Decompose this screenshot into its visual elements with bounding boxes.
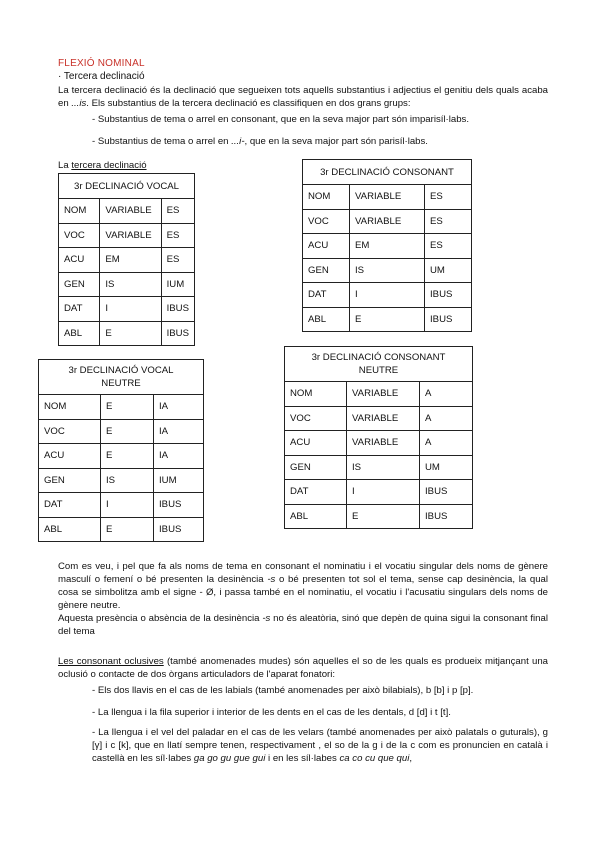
table-row	[59, 272, 195, 297]
table-row	[59, 297, 195, 322]
table-title: 3r DECLINACIÓ CONSONANT NEUTRE	[285, 347, 473, 382]
table-row	[303, 209, 472, 234]
table-row	[59, 248, 195, 273]
table-row	[39, 517, 204, 542]
section-label: La tercera declinació	[58, 160, 147, 171]
table-cell: E	[101, 444, 154, 469]
table-row	[39, 395, 204, 420]
table-title: 3r DECLINACIÓ VOCAL	[59, 174, 195, 199]
intro-bullet-1: - Substantius de tema o arrel en consonant, que en la seva major part són imparisíl·labs.	[92, 114, 470, 125]
body-bullet-velars: - La llengua i el vel del paladar en el cas de les velars (també anomenades per això palatals o guturals), g [γ] i c [k], que en llatí sempre tenen, respectivament , el so de la g i de la c com es pronuncien en català i castellà en les síl·labes ga go gu gue gui i en les síl·labes ca co cu que qui,	[92, 727, 548, 764]
intro-bullet-2: - Substantius de tema o arrel en ...i-, que en la seva major part són parisíl·labs.	[92, 136, 428, 147]
table-consonant-neutre	[284, 346, 473, 529]
table-cell: VARIABLE	[350, 209, 425, 234]
table-cell: I	[350, 283, 425, 308]
table-row	[303, 283, 472, 308]
table-cell: ACU	[39, 444, 101, 469]
table-row	[285, 455, 473, 480]
table-cell: VARIABLE	[100, 199, 161, 224]
table-row	[39, 493, 204, 518]
table-cell: ABL	[59, 321, 100, 346]
table-cell: VOC	[39, 419, 101, 444]
table-cell: EM	[100, 248, 161, 273]
table-row	[59, 199, 195, 224]
table-row	[59, 223, 195, 248]
body-bullet-labials: - Els dos llavis en el cas de les labials (també anomenades per això bilabials), b [b] i p [p].	[92, 685, 474, 696]
table-cell: IBUS	[420, 504, 473, 529]
intro-paragraph: La tercera declinació és la declinació que segueixen tots aquells substantius i adjectius el genitiu dels quals acaba en ...is. Els substantius de la tercera declinació es classifiquen en dos grans grups:	[58, 85, 548, 109]
table-cell: IBUS	[161, 321, 194, 346]
table-cell: E	[350, 307, 425, 332]
body-bullet-dentals: - La llengua i la fila superior i interior de les dents en el cas de les dentals, d [d] i t [t].	[92, 707, 451, 718]
table-cell: IS	[101, 468, 154, 493]
table-cell: E	[101, 395, 154, 420]
table-cell: DAT	[59, 297, 100, 322]
table-cell: IUM	[154, 468, 204, 493]
table-cell: DAT	[39, 493, 101, 518]
table-cell: NOM	[285, 382, 347, 407]
table-cell: NOM	[59, 199, 100, 224]
table-cell: I	[100, 297, 161, 322]
table-row	[285, 504, 473, 529]
table-cell: VARIABLE	[347, 382, 420, 407]
table-cell: ACU	[303, 234, 350, 259]
table-row	[285, 480, 473, 505]
table-cell: IBUS	[420, 480, 473, 505]
table-cell: ES	[161, 223, 194, 248]
section-subtitle: · Tercera declinació	[58, 71, 145, 82]
table-vocal	[58, 173, 195, 346]
table-row	[59, 321, 195, 346]
table-row	[39, 419, 204, 444]
table-cell: ABL	[303, 307, 350, 332]
table-title: 3r DECLINACIÓ CONSONANT	[303, 160, 472, 185]
table-cell: NOM	[303, 185, 350, 210]
table-cell: IUM	[161, 272, 194, 297]
table-cell: E	[347, 504, 420, 529]
table-cell: VARIABLE	[100, 223, 161, 248]
table-cell: IBUS	[161, 297, 194, 322]
table-cell: ES	[161, 199, 194, 224]
table-cell: DAT	[285, 480, 347, 505]
table-cell: ES	[425, 209, 472, 234]
table-cell: E	[101, 419, 154, 444]
table-cell: A	[420, 431, 473, 456]
table-cell: VOC	[285, 406, 347, 431]
table-cell: IBUS	[154, 493, 204, 518]
table-cell: ABL	[39, 517, 101, 542]
table-cell: ES	[425, 234, 472, 259]
table-cell: VARIABLE	[347, 431, 420, 456]
table-cell: IS	[347, 455, 420, 480]
table-cell: GEN	[59, 272, 100, 297]
table-cell: VOC	[59, 223, 100, 248]
table-cell: IS	[350, 258, 425, 283]
table-cell: VOC	[303, 209, 350, 234]
table-cell: ACU	[285, 431, 347, 456]
table-cell: A	[420, 406, 473, 431]
table-row	[303, 258, 472, 283]
table-cell: EM	[350, 234, 425, 259]
table-cell: IA	[154, 444, 204, 469]
body-paragraph-3: Les consonant oclusives (també anomenades mudes) són aquelles el so de les quals es produeix mitjançant una oclusió o contacte de dos òrgans articuladors de l'aparat fonatori:	[58, 656, 548, 680]
table-cell: GEN	[285, 455, 347, 480]
table-cell: E	[100, 321, 161, 346]
table-cell: VARIABLE	[347, 406, 420, 431]
table-cell: IBUS	[425, 307, 472, 332]
table-row	[303, 234, 472, 259]
table-cell: NOM	[39, 395, 101, 420]
table-row	[39, 468, 204, 493]
table-vocal-neutre	[38, 359, 204, 542]
table-row	[285, 406, 473, 431]
table-cell: I	[347, 480, 420, 505]
table-cell: E	[101, 517, 154, 542]
table-cell: ES	[161, 248, 194, 273]
table-row	[303, 185, 472, 210]
table-title: 3r DECLINACIÓ VOCAL NEUTRE	[39, 360, 204, 395]
table-cell: I	[101, 493, 154, 518]
table-cell: ACU	[59, 248, 100, 273]
table-cell: ES	[425, 185, 472, 210]
table-cell: UM	[420, 455, 473, 480]
body-paragraph-1: Com es veu, i pel que fa als noms de tema en consonant el nominatiu i el vocatiu singular dels noms de gènere masculí o femení o bé presenten la desinència -s o bé presenten tot sol el tema, sense cap desinència, la qual cosa se simbolitza amb el signe - Ø, i passa també en el nominatiu, el vocatiu i l'acusatiu singulars dels noms de gènere neutre.	[58, 561, 548, 611]
table-cell: DAT	[303, 283, 350, 308]
table-row	[285, 431, 473, 456]
table-cell: IBUS	[425, 283, 472, 308]
page-title: FLEXIÓ NOMINAL	[58, 58, 145, 69]
table-cell: IA	[154, 395, 204, 420]
table-cell: GEN	[39, 468, 101, 493]
table-cell: UM	[425, 258, 472, 283]
table-consonant	[302, 159, 472, 332]
table-row	[303, 307, 472, 332]
table-cell: A	[420, 382, 473, 407]
table-cell: VARIABLE	[350, 185, 425, 210]
table-row	[39, 444, 204, 469]
table-cell: IS	[100, 272, 161, 297]
table-cell: ABL	[285, 504, 347, 529]
body-paragraph-2: Aquesta presència o absència de la desinència -s no és aleatòria, sinó que depèn de quina sigui la consonant final del tema	[58, 613, 548, 637]
table-cell: IA	[154, 419, 204, 444]
table-row	[285, 382, 473, 407]
table-cell: GEN	[303, 258, 350, 283]
table-cell: IBUS	[154, 517, 204, 542]
